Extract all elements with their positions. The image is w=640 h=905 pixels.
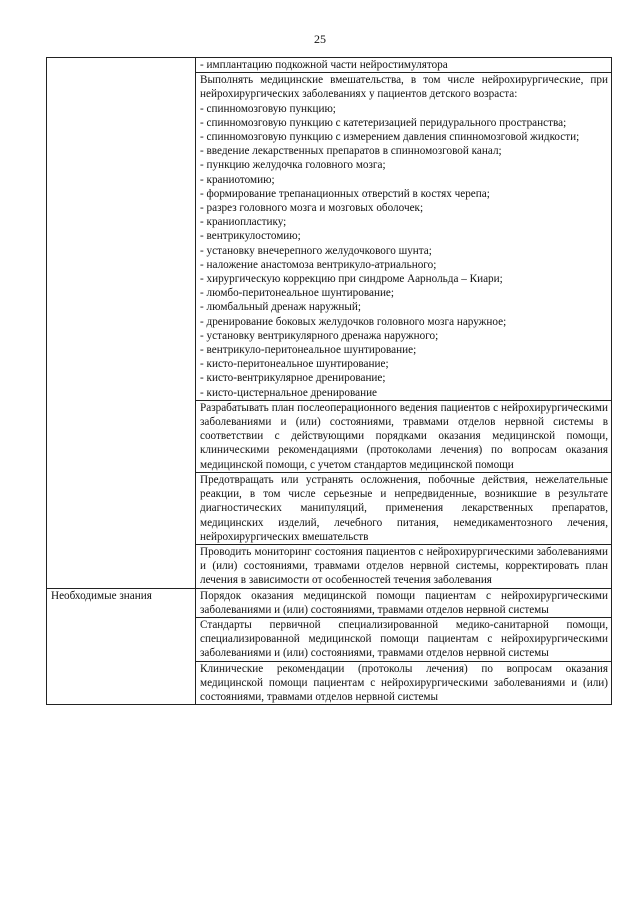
cell-intro: Выполнять медицинские вмешательства, в том числе нейрохирургические, при нейрохирургических заболеваниях у пациентов детского возраста:	[200, 74, 608, 101]
list-item: - кисто-вентрикулярное дренирование;	[200, 372, 386, 385]
cell-text: Стандарты первичной специализированной медико-санитарной помощи, специализированной медицинской помощи пациентам с нейрохирургическими заболеваниями и (или) состояниями, травмами отделов нервной системы	[200, 618, 608, 660]
list-item: - вентрикуло-перитонеальное шунтирование;	[200, 344, 417, 357]
requirements-table	[46, 57, 612, 705]
list-item: - разрез головного мозга и мозговых оболочек;	[200, 202, 424, 215]
cell-text: Разрабатывать план послеоперационного ведения пациентов с нейрохирургическими заболеваниями и (или) состояниями, травмами отделов нервной системы в соответствии с действующими порядками оказания медицинской помощи, клиническими рекомендациями (протоколами лечения) по вопросам оказания медицинской помощи, с учетом стандартов медицинской помощи	[200, 401, 608, 471]
list-item: - вентрикулостомию;	[200, 230, 301, 243]
cell-text: Порядок оказания медицинской помощи пациентам с нейрохирургическими заболеваниями и (или) состояниями, травмами отделов нервной системы	[200, 589, 608, 616]
list-item: - краниотомию;	[200, 173, 275, 186]
cell-text: Клинические рекомендации (протоколы лечения) по вопросам оказания медицинской помощи пациентам с нейрохирургическими заболеваниями и (или) состояниями, травмами отделов нервной системы	[200, 662, 608, 703]
table-row	[47, 588, 612, 617]
content-cell	[196, 400, 612, 472]
list-item: - спинномозговую пункцию с измерением давления спинномозговой жидкости;	[200, 131, 580, 144]
content-cell	[196, 58, 612, 73]
content-cell	[196, 617, 612, 661]
content-cell	[196, 472, 612, 544]
list-item: - установку внечерепного желудочкового шунта;	[200, 244, 432, 257]
cell-text: Предотвращать или устранять осложнения, побочные действия, нежелательные реакции, в том числе серьезные и непредвиденные, возникшие в результате диагностических манипуляций, применения лекарственных препаратов, медицинских изделий, лечебного питания, немедикаментозного лечения, нейрохирургических вмешательств	[200, 473, 608, 543]
list-item: - кисто-цистернальное дренирование	[200, 386, 378, 399]
list-item: - формирование трепанационных отверстий в костях черепа;	[200, 187, 490, 200]
list-item: - кисто-перитонеальное шунтирование;	[200, 358, 389, 371]
list-item: - люмбо-перитонеальное шунтирование;	[200, 287, 395, 300]
list-item: - спинномозговую пункцию;	[200, 102, 336, 115]
cell-text: Проводить мониторинг состояния пациентов с нейрохирургическими заболеваниями и (или) состояниями, травмами отделов нервной системы, корректировать план лечения в зависимости от особенностей течения заболевания	[200, 545, 608, 587]
content-cell	[196, 588, 612, 617]
table-row	[47, 58, 612, 73]
list-item: - дренирование боковых желудочков головного мозга наружное;	[200, 315, 507, 328]
content-cell	[196, 73, 612, 401]
list-item: - наложение анастомоза вентрикуло-атриального;	[200, 258, 437, 271]
list-item: - спинномозговую пункцию с катетеризацией перидурального пространства;	[200, 116, 567, 129]
list-item: - пункцию желудочка головного мозга;	[200, 159, 386, 172]
row-label-knowledge: Необходимые знания	[47, 588, 196, 705]
content-cell	[196, 544, 612, 588]
list-item: - люмбальный дренаж наружный;	[200, 301, 362, 314]
list-item: - введение лекарственных препаратов в спинномозговой канал;	[200, 145, 502, 158]
list-item: - имплантацию подкожной части нейростимулятора	[200, 59, 448, 71]
list-item: - краниопластику;	[200, 216, 287, 229]
content-cell	[196, 661, 612, 705]
page-number: 25	[314, 32, 326, 46]
list-item: - хирургическую коррекцию при синдроме Аарнольда – Киари;	[200, 273, 503, 286]
row-label-skills	[47, 58, 196, 589]
list-item: - установку вентрикулярного дренажа наружного;	[200, 329, 439, 342]
